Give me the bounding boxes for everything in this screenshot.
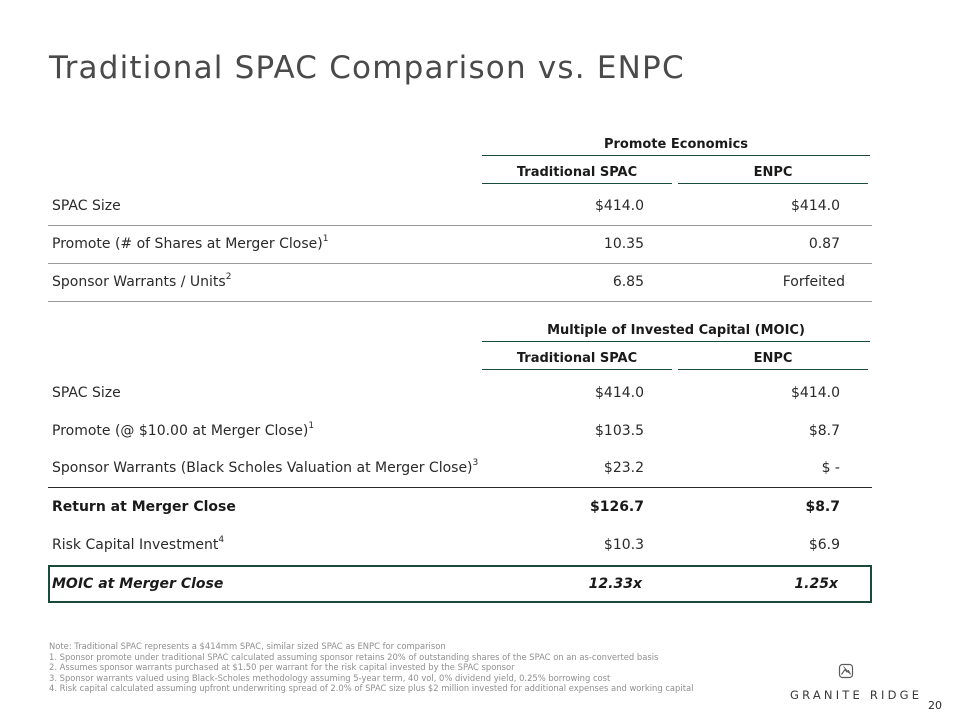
row-label: Sponsor Warrants (Black Scholes Valuation at Merger Close)$^3$: [52, 458, 479, 476]
moic-row-spac-size: [48, 376, 872, 413]
enpc-value: $414.0: [791, 198, 840, 214]
footnote-marker: 1: [308, 421, 315, 431]
traditional-value: $103.5: [595, 423, 644, 439]
footnote-marker: 4: [218, 535, 225, 545]
traditional-value: $23.2: [603, 460, 644, 476]
enpc-value: 0.87: [808, 236, 840, 252]
note-line: 1. Sponsor promote under traditional SPAC calculated assuming sponsor retains 20% of outstanding shares of the SPAC on an as-converted basis: [49, 651, 659, 662]
note-line: Note: Traditional SPAC represents a $414mm SPAC, similar sized SPAC as ENPC for comparison: [49, 641, 446, 651]
traditional-value: 12.33x: [588, 576, 642, 592]
footnotes: [49, 641, 693, 694]
moic-row-sponsor-warrants: [48, 451, 872, 488]
row-label: Promote (@ $10.00 at Merger Close)$^1$: [52, 421, 315, 439]
footnote-marker: 3: [472, 458, 479, 468]
page-title: Traditional SPAC Comparison vs. ENPC: [49, 50, 685, 86]
row-label: Risk Capital Investment$^4$: [52, 535, 225, 553]
row-label: SPAC Size: [52, 198, 121, 214]
row-label: MOIC at Merger Close: [52, 576, 224, 592]
moic-row-promote: [48, 414, 872, 451]
footnote-marker: 1: [322, 234, 329, 244]
promote-economics-header: Promote Economics: [482, 137, 870, 156]
promote-row-promote: [48, 227, 872, 264]
note-line: 2. Assumes sponsor warrants purchased at $1.50 per warrant for the risk capital invested by the SPAC sponsor: [49, 662, 515, 673]
note-line: 3. Sponsor warrants valued using Black-Scholes methodology assuming 5-year term, 40 vol, 0% dividend yield, 0.25% borrowing cost: [49, 672, 611, 683]
brand-name: GRANITE RIDGE: [790, 688, 923, 702]
enpc-value: Forfeited: [782, 274, 845, 290]
enpc-value: $6.9: [808, 537, 840, 553]
row-label: Promote (# of Shares at Merger Close)$^1$: [52, 234, 329, 252]
enpc-value: 1.25x: [794, 576, 838, 592]
row-label: Sponsor Warrants / Units$^2$: [52, 272, 232, 290]
row-label: Return at Merger Close: [52, 499, 236, 515]
note-line: 4. Risk capital calculated assuming upfront underwriting spread of 2.0% of SPAC size plus $2 million invested for additional expenses and working capital: [49, 683, 694, 694]
moic-col-traditional: Traditional SPAC: [482, 351, 672, 370]
footnote-marker: 2: [225, 272, 232, 282]
traditional-value: $126.7: [589, 499, 644, 515]
moic-col-enpc: ENPC: [678, 351, 868, 370]
traditional-value: $414.0: [595, 385, 644, 401]
moic-row-risk-capital: [48, 528, 872, 565]
enpc-value: $8.7: [808, 423, 840, 439]
moic-header: Multiple of Invested Capital (MOIC): [482, 323, 870, 342]
promote-row-sponsor-warrants: [48, 265, 872, 302]
traditional-value: 10.35: [603, 236, 644, 252]
promote-col-traditional: Traditional SPAC: [482, 165, 672, 184]
traditional-value: $414.0: [595, 198, 644, 214]
enpc-value: $414.0: [791, 385, 840, 401]
enpc-value: $8.7: [805, 499, 840, 515]
traditional-value: 6.85: [612, 274, 644, 290]
traditional-value: $10.3: [603, 537, 644, 553]
page-number: 20: [928, 699, 942, 712]
row-label: SPAC Size: [52, 385, 121, 401]
moic-row-return: [48, 490, 872, 527]
granite-ridge-logo-icon: [838, 663, 854, 679]
enpc-value: $ -: [821, 460, 840, 476]
promote-col-enpc: ENPC: [678, 165, 868, 184]
moic-row-moic: [48, 565, 872, 603]
promote-row-spac-size: [48, 189, 872, 226]
